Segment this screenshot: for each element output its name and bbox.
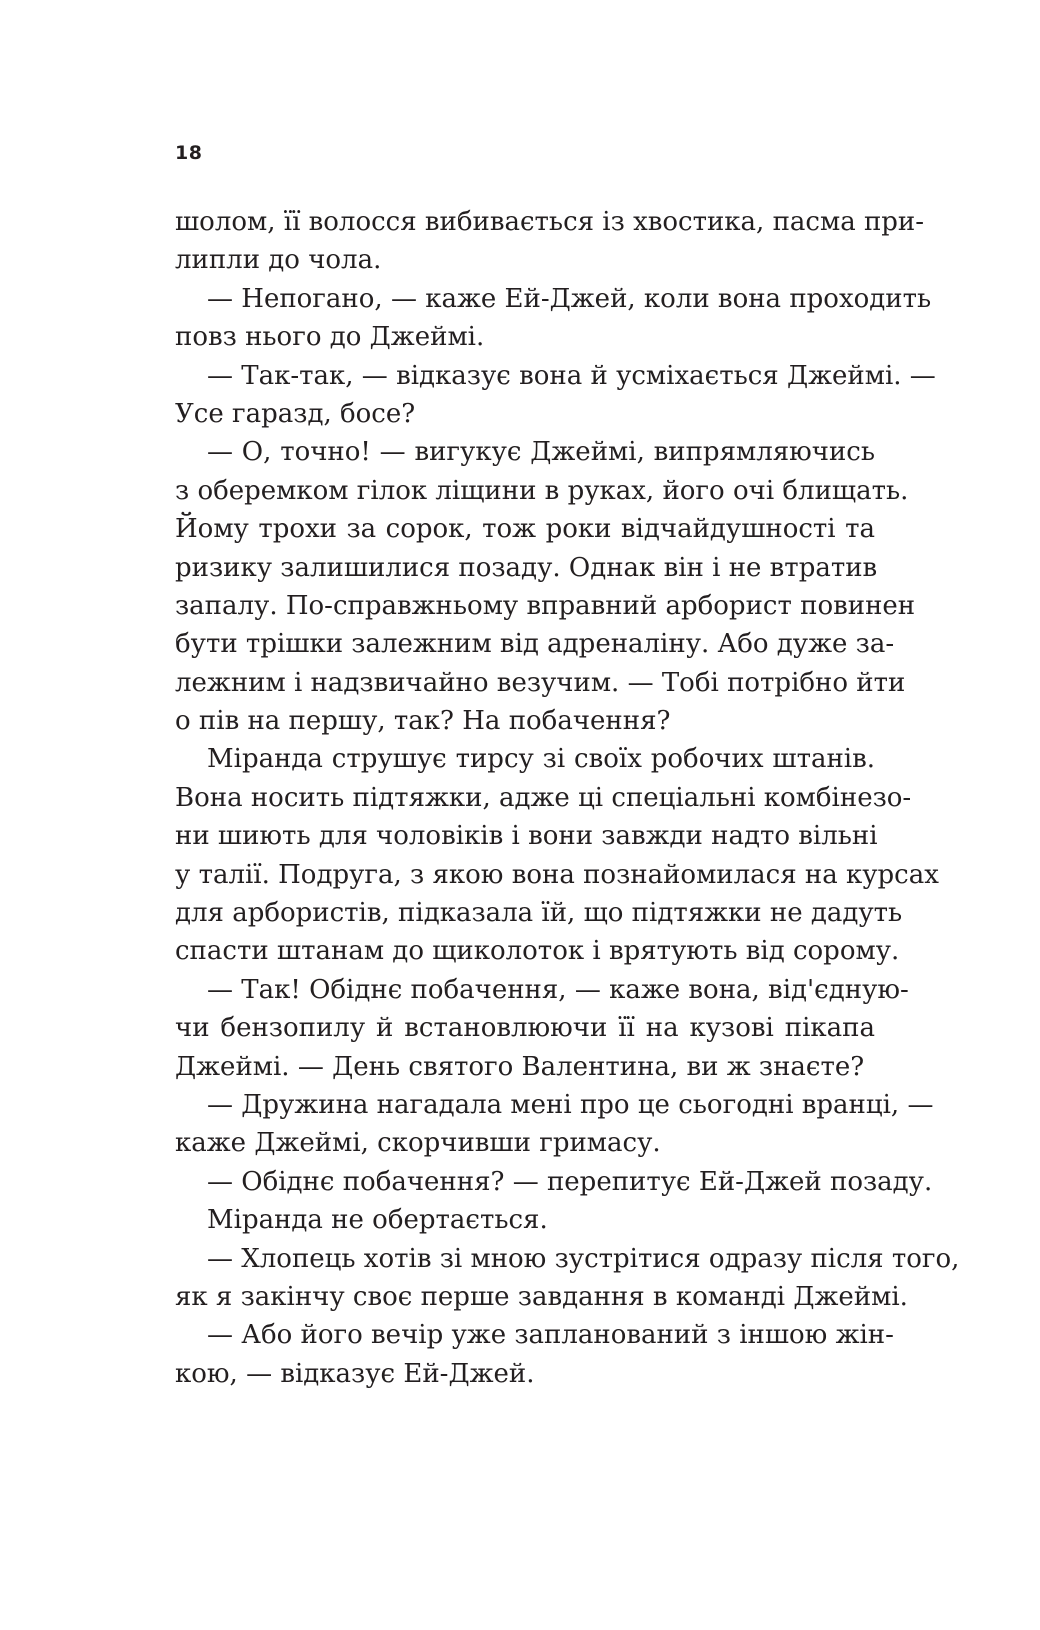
text-line: шолом, її волосся вибивається із хвостика, пасма при- [175, 207, 925, 237]
text-line: ризику залишилися позаду. Однак він і не втратив [175, 552, 878, 583]
text-line: спасти штанам до щиколоток і врятують від сорому. [175, 936, 900, 967]
text-line: — Так! Обіднє побачення, — каже вона, від'єдную- [207, 974, 909, 1005]
text-line: як я закінчу своє перше завдання в команді Джеймі. [175, 1281, 908, 1312]
text-line: Міранда не обертається. [207, 1205, 548, 1236]
text-line: бути трішки залежним від адреналіну. Або дуже за- [175, 629, 895, 660]
text-line: — О, точно! — вигукує Джеймі, випрямляючись [207, 437, 875, 468]
text-line: кою, — відказує Ей-Джей. [175, 1358, 535, 1389]
text-line: Усе гаразд, босе? [175, 398, 416, 429]
text-line: ни шиють для чоловіків і вони завжди надто вільні [175, 821, 878, 852]
text-line: каже Джеймі, скорчивши гримасу. [175, 1128, 661, 1159]
text-line: — Обіднє побачення? — перепитує Ей-Джей позаду. [207, 1166, 933, 1197]
text-line: Вона носить підтяжки, адже ці спеціальні комбінезо- [175, 782, 912, 813]
text-line: Йому трохи за сорок, тож роки відчайдушності та [175, 514, 875, 545]
text-line: у талії. Подруга, з якою вона познайомилася на курсах [175, 859, 939, 890]
text-line: Міранда струшує тирсу зі своїх робочих штанів. [207, 744, 875, 775]
text-line: лежним і надзвичайно везучим. — Тобі потрібно йти [175, 667, 906, 698]
text-line: — Дружина нагадала мені про це сьогодні вранці, — [207, 1089, 934, 1120]
page-number: 18 [175, 142, 203, 164]
body-text [175, 203, 960, 1393]
text-line: — Так-так, — відказує вона й усміхається Джеймі. — [207, 360, 936, 391]
text-line: чи бензопилу й встановлюючи її на кузові пікапа [175, 1013, 875, 1044]
text-line: з оберемком гілок ліщини в руках, його очі блищать. [175, 475, 909, 506]
text-line: — Непогано, — каже Ей-Джей, коли вона проходить [207, 283, 932, 314]
text-line: для арбористів, підказала їй, що підтяжки не дадуть [175, 898, 903, 929]
text-line: о пів на першу, так? На побачення? [175, 706, 671, 737]
text-line: — Хлопець хотів зі мною зустрітися одразу після того, [207, 1243, 960, 1274]
text-line: запалу. По-справжньому вправний арборист повинен [175, 590, 916, 621]
text-line: Джеймі. — День святого Валентина, ви ж знаєте? [175, 1051, 865, 1082]
text-line: липли до чола. [175, 245, 382, 276]
text-line: повз нього до Джеймі. [175, 322, 485, 353]
text-line: — Або його вечір уже запланований з іншою жін- [207, 1320, 894, 1351]
